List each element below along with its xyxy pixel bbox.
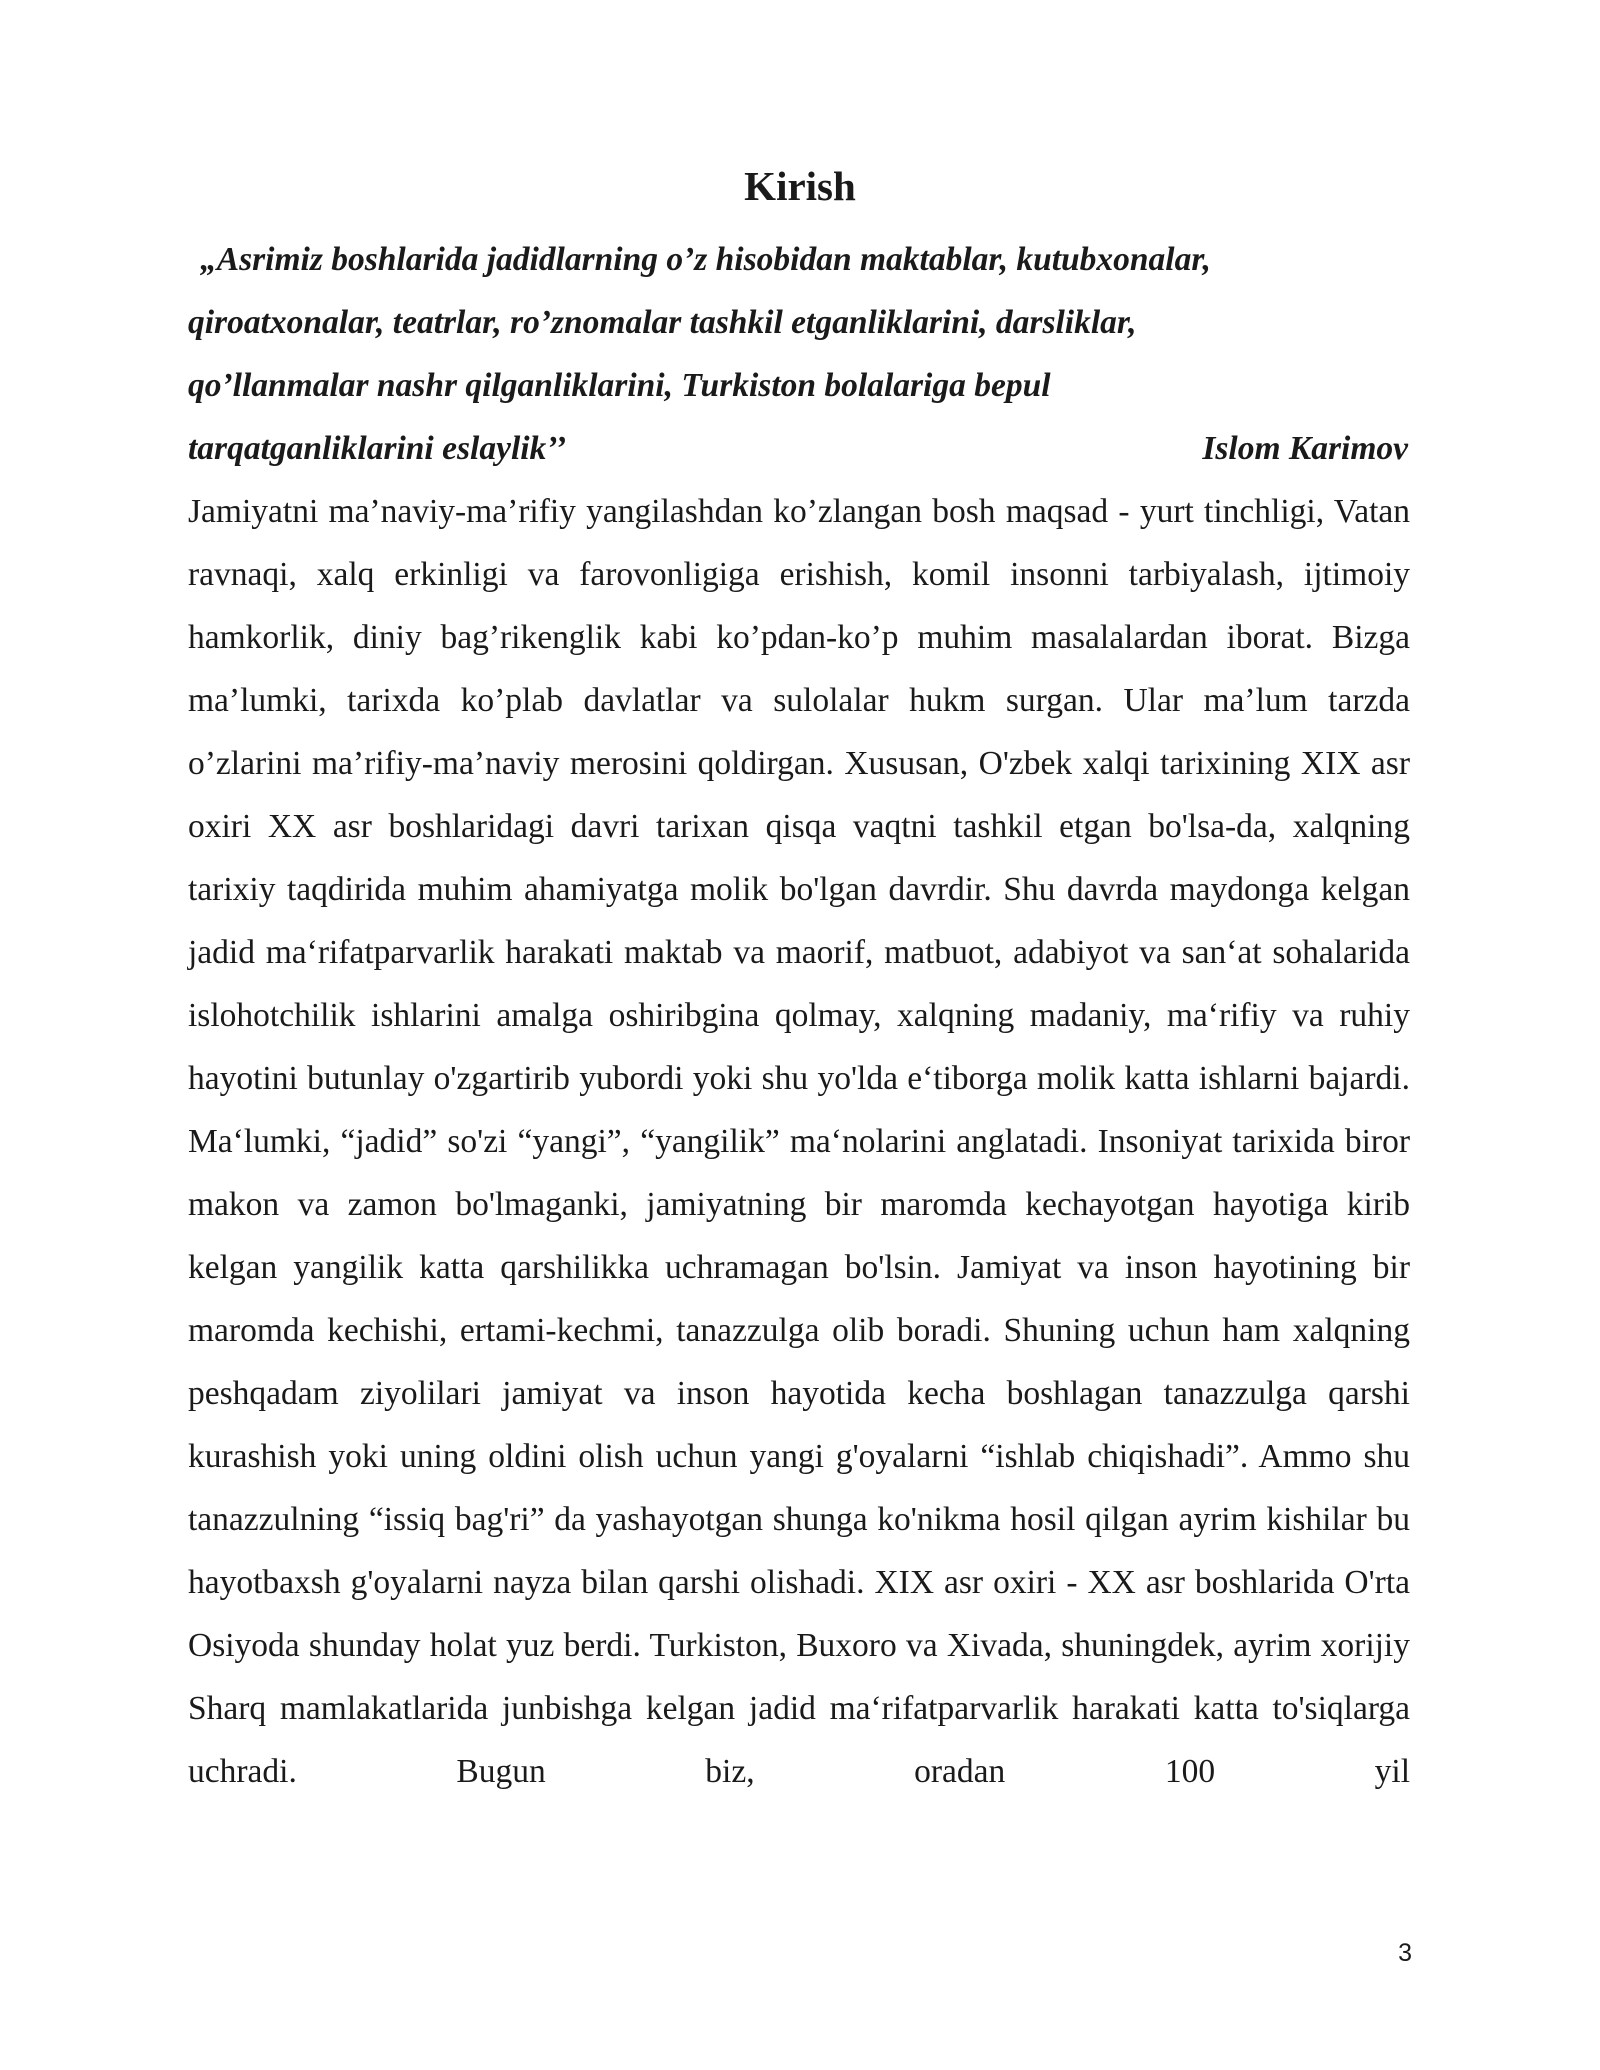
body-paragraph: Jamiyatni ma’naviy-ma’rifiy yangilashdan ko’zlangan bosh maqsad - yurt tinchligi, Vatan ravnaqi, xalq erkinligi va farovonligiga erishish, komil insonni tarbiyalash, ijtimoiy hamkorlik, diniy bag’rikenglik kabi ko’pdan-ko’p muhim masalalardan iborat. Bizga ma’lumki, tarixda ko’plab davlatlar va sulolalar hukm surgan. Ular ma’lum tarzda o’zlarini ma’rifiy-ma’naviy merosini qoldirgan. Xususan, O'zbek xalqi tarixining XIX asr oxiri XX asr boshlaridagi davri tarixan qisqa vaqtni tashkil etgan bo'lsa-da, xalqning tarixiy taqdirida muhim ahamiyatga molik bo'lgan davrdir. Shu davrda maydonga kelgan jadid ma‘rifatparvarlik harakati maktab va maorif, matbuot, adabiyot va san‘at sohalarida islohotchilik ishlarini amalga oshiribgina qolmay, xalqning madaniy, ma‘rifiy va ruhiy hayotini butunlay o'zgartirib yubordi yoki shu yo'lda e‘tiborga molik katta ishlarni bajardi. Ma‘lumki, “jadid” so'zi “yangi”, “yangilik” ma‘nolarini anglatadi. Insoniyat tarixida biror makon va zamon bo'lmaganki, jamiyatning bir maromda kechayotgan hayotiga kirib kelgan yangilik katta qarshilikka uchramagan bo'lsin. Jamiyat va inson hayotining bir maromda kechishi, ertami-kechmi, tanazzulga olib boradi. Shuning uchun ham xalqning peshqadam ziyolilari jamiyat va inson hayotida kecha boshlagan tanazzulga qarshi kurashish yoki uning oldini olish uchun yangi g'oyalarni “ishlab chiqishadi”. Ammo shu tanazzulning “issiq bag'ri” da yashayotgan shunga ko'nikma hosil qilgan ayrim kishilar bu hayotbaxsh g'oyalarni nayza bilan qarshi olishadi. XIX asr oxiri - XX asr boshlarida O'rta Osiyoda shunday holat yuz berdi. Turkiston, Buxoro va Xivada, shuningdek, ayrim xorijiy Sharq mamlakatlarida junbishga kelgan jadid ma‘rifatparvarlik harakati katta to'siqlarga uchradi. Bugun biz, oradan 100 yil [188, 493, 1410, 1790]
epigraph-line: qiroatxonalar, teatrlar, ro’znomalar tashkil etganliklarini, darsliklar, [188, 304, 1137, 341]
epigraph-author: Islom Karimov [1202, 430, 1408, 467]
epigraph-quote [188, 228, 1408, 480]
epigraph-line: qo’llanmalar nashr qilganliklarini, Turkiston bolalariga bepul [188, 367, 1051, 404]
section-title: Kirish [744, 163, 856, 209]
epigraph-last-row [188, 417, 1408, 480]
page-number: 3 [1398, 1939, 1412, 1967]
epigraph-line: tarqatganliklarini eslaylik’’ [188, 430, 567, 467]
epigraph-line: „Asrimiz boshlarida jadidlarning o’z hisobidan maktablar, kutubxonalar, [200, 241, 1211, 278]
